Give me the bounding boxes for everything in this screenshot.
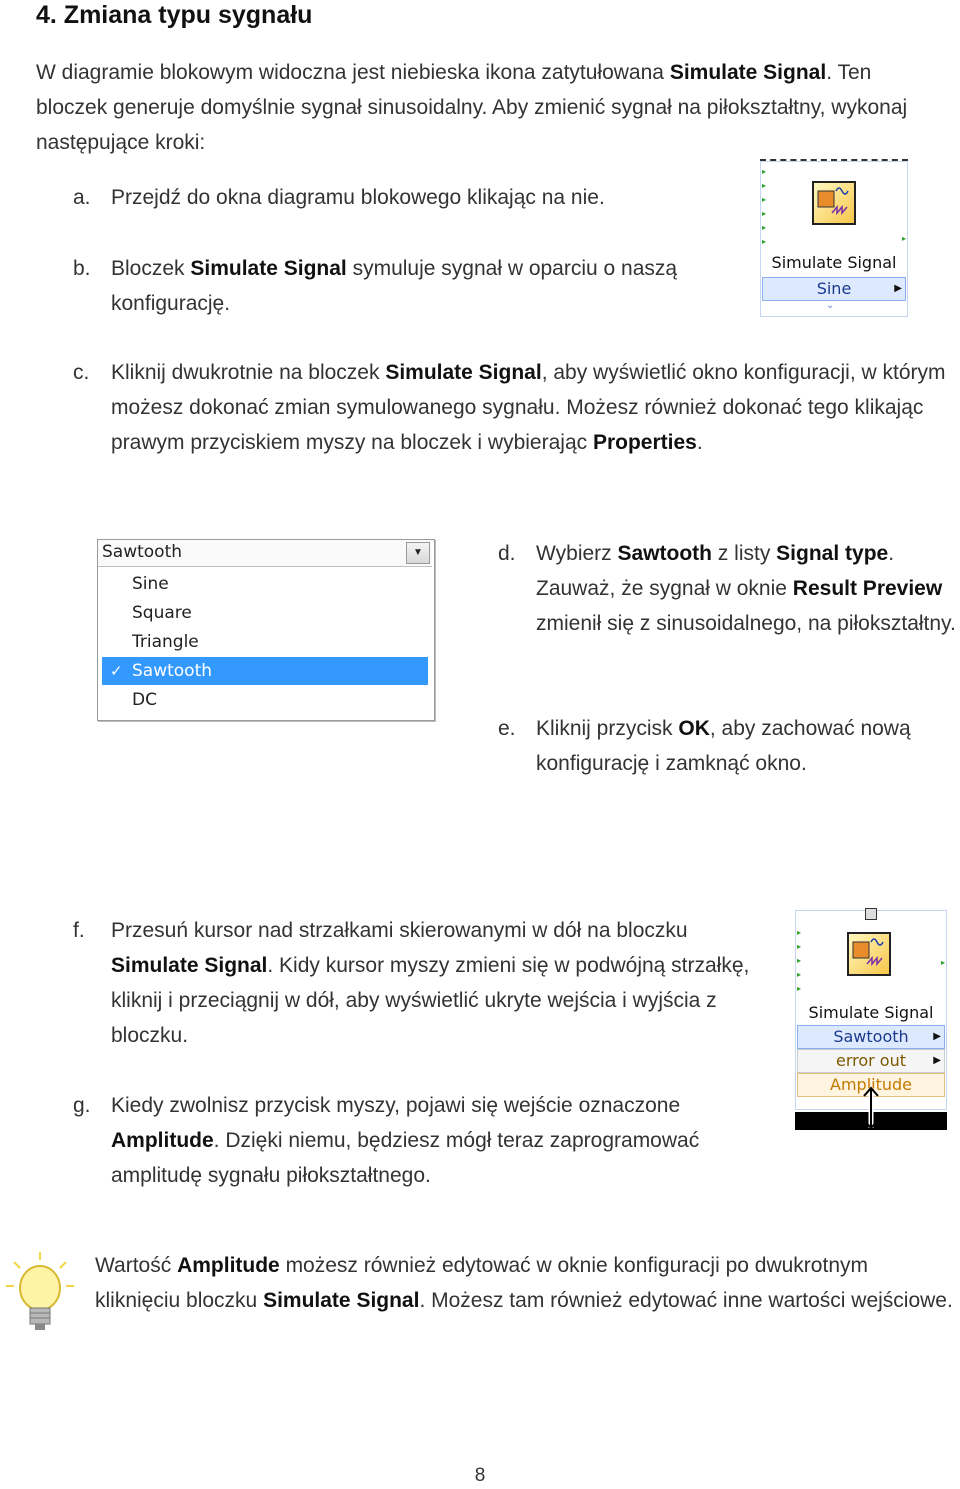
simulate-signal-icon xyxy=(847,932,891,976)
output-terminal-arrow: ▸ xyxy=(940,958,945,967)
double-arrow-cursor-icon xyxy=(861,1086,881,1130)
step-e-body xyxy=(536,711,946,781)
block2-row-sawtooth[interactable] xyxy=(797,1025,945,1049)
dropdown-option-triangle[interactable] xyxy=(102,628,428,656)
step-c-body xyxy=(111,355,951,460)
tip-text-3: . Możesz tam również edytować inne wartości wejściowe. xyxy=(419,1289,953,1312)
step-g-text-1: Kiedy zwolnisz przycisk myszy, pojawi się wejście oznaczone xyxy=(111,1094,681,1117)
step-c-text-3: . xyxy=(696,431,703,454)
step-b-body xyxy=(111,251,711,321)
block2-title: Simulate Signal xyxy=(808,1003,934,1022)
step-f-bold-1: Simulate Signal xyxy=(111,954,268,977)
row-arrow-icon: ▶ xyxy=(933,1055,941,1066)
step-g-mark: g. xyxy=(73,1094,91,1117)
dropdown-option-sawtooth[interactable] xyxy=(102,657,428,685)
lightbulb-icon xyxy=(4,1250,76,1340)
step-e-text-1: Kliknij przycisk xyxy=(536,717,679,740)
block1-row-label: Sine xyxy=(816,279,852,298)
block2-row-label: Sawtooth xyxy=(833,1027,909,1046)
dropdown-option-dc[interactable] xyxy=(102,686,428,714)
simulate-signal-block-sine[interactable] xyxy=(760,159,908,317)
step-d-bold-3: Result Preview xyxy=(792,577,943,600)
step-f-text-1: Przesuń kursor nad strzałkami skierowanymi w dół na bloczku xyxy=(111,919,688,942)
checkmark-icon: ✓ xyxy=(110,662,123,680)
section-heading: 4. Zmiana typu sygnału xyxy=(36,1,313,29)
step-d-text-3: . Zauważ, że sygnał w oknie xyxy=(536,542,895,600)
step-g-bold-1: Amplitude xyxy=(111,1129,214,1152)
tip-bold-1: Amplitude xyxy=(177,1254,280,1277)
step-b-text-2: symuluje sygnał w oparciu o naszą konfigurację. xyxy=(111,257,678,315)
step-g-body xyxy=(111,1088,751,1193)
step-a-mark: a. xyxy=(73,186,91,209)
intro-bold-1: Simulate Signal xyxy=(669,61,827,84)
step-d-body xyxy=(536,536,960,641)
option-label: Sawtooth xyxy=(132,661,213,681)
tip-text-1: Wartość xyxy=(95,1254,178,1277)
top-terminal-square xyxy=(865,908,877,920)
option-label: Triangle xyxy=(132,632,199,652)
output-terminal-arrow: ▸ xyxy=(901,234,906,243)
input-terminal-arrows: ▸ ▸ ▸ ▸ ▸ xyxy=(797,928,802,993)
step-b-mark: b. xyxy=(73,257,91,280)
step-d-bold-1: Sawtooth xyxy=(617,542,712,565)
intro-text-2: . Ten bloczek generuje domyślnie sygnał sinusoidalny. Aby zmienić sygnał na piłokształtny, wykonaj następujące kroki: xyxy=(36,61,908,154)
dropdown-value: Sawtooth xyxy=(102,542,183,562)
block2-row-label: error out xyxy=(835,1051,907,1070)
step-g-text-2: . Dzięki niemu, będziesz mógł teraz zaprogramować amplitudę sygnału piłokształtnego. xyxy=(111,1129,700,1187)
page-number: 8 xyxy=(474,1465,486,1486)
tip-bold-2: Simulate Signal xyxy=(263,1289,420,1312)
tip-text-2: możesz również edytować w oknie konfiguracji po dwukrotnym kliknięciu bloczku xyxy=(95,1254,868,1312)
step-c-text-2: , aby wyświetlić okno konfiguracji, w którym możesz dokonać zmian symulowanego sygnału. Możesz również dokonać tego klikając prawym przyciskiem myszy na bloczek i wybierając xyxy=(111,361,946,454)
block1-title: Simulate Signal xyxy=(771,253,897,272)
option-label: Square xyxy=(132,603,192,623)
signal-type-dropdown[interactable] xyxy=(97,539,435,721)
step-a-text: Przejdź do okna diagramu blokowego klikając na nie. xyxy=(111,186,605,209)
option-label: Sine xyxy=(132,574,169,594)
step-f-text-2: . Kidy kursor myszy zmieni się w podwójną strzałkę, kliknij i przeciągnij w dół, aby wyświetlić ukryte wejścia i wyjścia z bloczku. xyxy=(111,954,750,1047)
row-arrow-icon: ▶ xyxy=(894,283,902,294)
step-d-text-1: Wybierz xyxy=(536,542,618,565)
block2-row-error-out[interactable] xyxy=(797,1049,945,1073)
resize-chevron-icon[interactable]: ⌄ xyxy=(826,300,835,311)
block2-row-label: Amplitude xyxy=(830,1075,912,1094)
step-c-mark: c. xyxy=(73,361,90,384)
step-e-bold-1: OK xyxy=(678,717,710,740)
step-f-mark: f. xyxy=(73,919,85,942)
intro-text-1: W diagramie blokowym widoczna jest niebieska ikona zatytułowana xyxy=(36,61,670,84)
step-c-text-1: Kliknij dwukrotnie na bloczek xyxy=(111,361,386,384)
step-c-bold-1: Simulate Signal xyxy=(385,361,542,384)
step-d-text-4: zmienił się z sinusoidalnego, na piłokształtny. xyxy=(536,612,956,635)
step-d-bold-2: Signal type xyxy=(776,542,889,565)
step-d-mark: d. xyxy=(498,542,516,565)
row-arrow-icon: ▶ xyxy=(933,1031,941,1042)
block1-signal-type-row[interactable] xyxy=(762,277,906,301)
option-label: DC xyxy=(132,690,157,710)
step-b-bold-1: Simulate Signal xyxy=(190,257,347,280)
step-e-text-2: , aby zachować nową konfigurację i zamknąć okno. xyxy=(536,717,911,775)
step-e-mark: e. xyxy=(498,717,516,740)
step-b-text-1: Bloczek xyxy=(111,257,191,280)
tip-paragraph xyxy=(95,1248,955,1318)
chevron-down-icon: ▼ xyxy=(413,547,423,558)
dropdown-option-square[interactable] xyxy=(102,599,428,627)
step-c-bold-2: Properties xyxy=(592,431,697,454)
input-terminal-arrows: ▸ ▸ ▸ ▸ ▸ ▸ xyxy=(762,167,767,246)
step-d-text-2: z listy xyxy=(712,542,777,565)
step-f-body xyxy=(111,913,773,1053)
dropdown-option-sine[interactable] xyxy=(102,570,428,598)
simulate-signal-icon xyxy=(812,181,856,225)
dropdown-header[interactable] xyxy=(98,540,432,567)
simulate-signal-block-expanded[interactable] xyxy=(795,908,947,1130)
dropdown-toggle-button[interactable] xyxy=(406,542,430,564)
intro-paragraph xyxy=(36,55,936,160)
